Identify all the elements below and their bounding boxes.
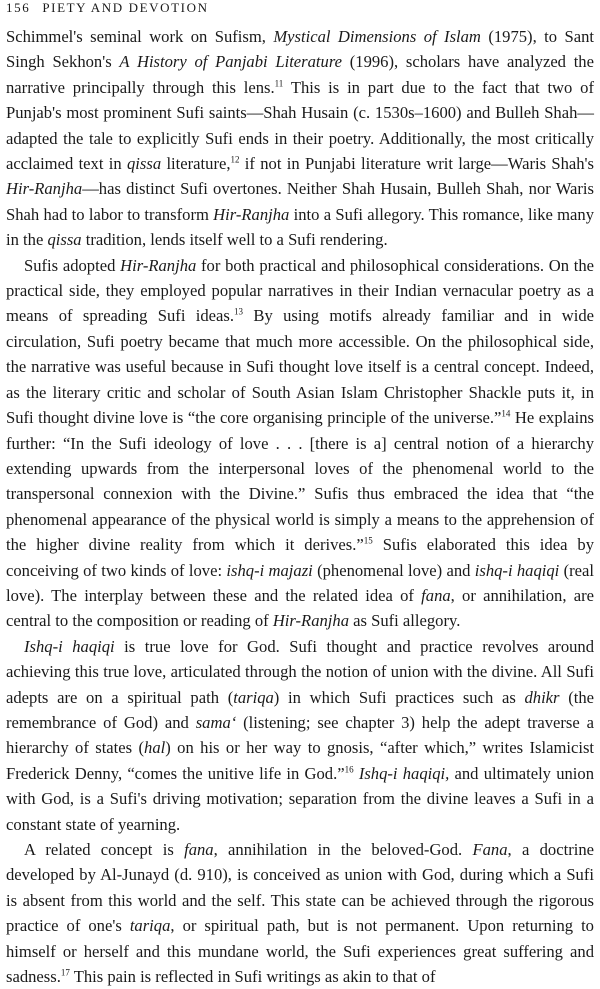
text-run: literature, [161,154,231,174]
text-run: (phenomenal love) and [312,560,475,580]
footnote-marker: 16 [344,764,354,775]
text-run: , annihilation in the beloved-God. [213,840,473,859]
text-run: Sufis adopted [24,255,121,275]
text-run: A related concept is [24,840,185,859]
footnote-marker: 13 [234,306,244,317]
footnote-marker: 11 [274,78,284,89]
italic-text: Fana [472,840,508,859]
text-run: into a Sufi allegory. This romance, like many in the [6,204,594,250]
text-run: for both practical and philosophical considerations. On the practical side, they employed popular narratives in their Indian vernacular poetry as a means of spreading Sufi ideas. [6,255,594,326]
italic-text: dhikr [524,687,560,707]
italic-text: tariqa [129,916,171,936]
text-run: ) on his or her way to gnosis, “after which,” writes Islamicist Frederick Denny, “comes the unitive life in God.” [6,738,595,783]
italic-text: ishq-i majazi [226,560,313,580]
text-run: This pain is reflected in Sufi writings as akin to that of [69,967,436,987]
italic-text: hal [144,738,166,758]
footnote-marker: 12 [230,154,240,165]
paragraph-3 [6,634,594,837]
italic-text: Hir-Ranjha [272,611,349,631]
text-run: is true love for God. Sufi thought and practice revolves around achieving this true love, articulated through the notion of union with the divine. All Sufi adepts are on a spiritual path ( [6,636,595,707]
italic-text: tariqa [233,687,274,707]
italic-text: Ishq-i haqiqi [24,636,115,656]
italic-text: fana [184,840,214,859]
text-run: and ultimately union with God, is a Sufi's driving motivation; separation from the divine leaves a Sufi in a constant state of yearning. [6,763,594,834]
running-head-title: PIETY AND DEVOTION [42,0,209,15]
italic-text: ishq-i haqiqi [474,560,560,580]
text-run: (the remembrance of God) and [6,687,594,732]
footnote-marker: 14 [501,408,511,419]
italic-text: qissa [127,154,162,174]
italic-text: Hir-Ranjha [120,255,197,275]
italic-text: fana [421,585,451,605]
italic-text: sama‘ [195,712,237,732]
text-run: tradition, lends itself well to a Sufi rendering. [81,230,388,250]
paragraph-2 [6,253,594,634]
footnote-marker: 15 [363,535,373,546]
italic-text: Hir-Ranjha [213,204,290,224]
body-text [6,24,594,989]
text-run: Sufis elaborated this idea by conceiving of two kinds of love: [6,535,594,580]
italic-text: A History of Panjabi Literature [119,52,343,72]
text-run: , or annihilation, are central to the composition or reading of [6,585,594,631]
text-run: This is in part due to the fact that two of Punjab's most prominent Sufi saints—Shah Husain (c. 1530s–1600) and Bulleh Shah—adapted the tale to explicitly Sufi ends in their poetry. Additionally, the most critically acclaimed text in [6,77,594,174]
italic-text: Hir-Ranjha [6,179,83,199]
italic-text: Mystical Dimensions of Islam [273,27,481,46]
text-run: if not in Punjabi literature writ large—Waris Shah's [239,154,594,174]
paragraph-1 [6,24,594,253]
text-run: (real love). The interplay between these and the related idea of [6,560,594,605]
running-head [6,0,594,24]
footnote-marker: 17 [60,967,70,978]
text-run: (1975), to Sant Singh Sekhon's [6,27,594,72]
text-run: (listening; see chapter 3) help the adept traverse a hierarchy of states ( [6,712,594,758]
text-run: ) in which Sufi practices such as [273,687,525,707]
text-run: By using motifs already familiar and in wide circulation, Sufi poetry became that much more accessible. On the philosophical side, the narrative was useful because in Sufi thought love itself is a central concept. Indeed, as the literary critic and scholar of South Asian Islam Christopher Shackle puts it, in Sufi thought divine love is “the core organising principle of the universe.” [6,306,595,428]
page-number: 156 [6,0,31,15]
italic-text: Ishq-i haqiqi, [358,763,450,783]
italic-text: qissa [47,230,82,250]
text-run: (1996), scholars have analyzed the narrative principally through this lens. [6,52,594,97]
text-run: , or spiritual path, but is not permanent. Upon returning to himself or herself and this mundane world, the Sufi experiences great suffering and sadness. [6,916,594,987]
text-run: Schimmel's seminal work on Sufism, [6,27,274,46]
text-run: He explains further: “In the Sufi ideology of love . . . [there is a] central notion of a hierarchy extending upwards from the interpersonal loves of the phenomenal world to the transpersonal connexion with the Divine.” Sufis thus embraced the idea that “the phenomenal appearance of the physical world is simply a means to the apprehension of the higher divine reality from which it derives.” [6,408,594,555]
text-run: , a doctrine developed by Al-Junayd (d. 910), is conceived as union with God, during which a Sufi is absent from this world and the self. This state can be achieved through the rigorous practice of one's [6,840,594,936]
paragraph-4 [6,837,594,989]
text-run: as Sufi allegory. [349,611,461,631]
text-run: —has distinct Sufi overtones. Neither Shah Husain, Bulleh Shah, nor Waris Shah had to labor to transform [6,179,594,224]
